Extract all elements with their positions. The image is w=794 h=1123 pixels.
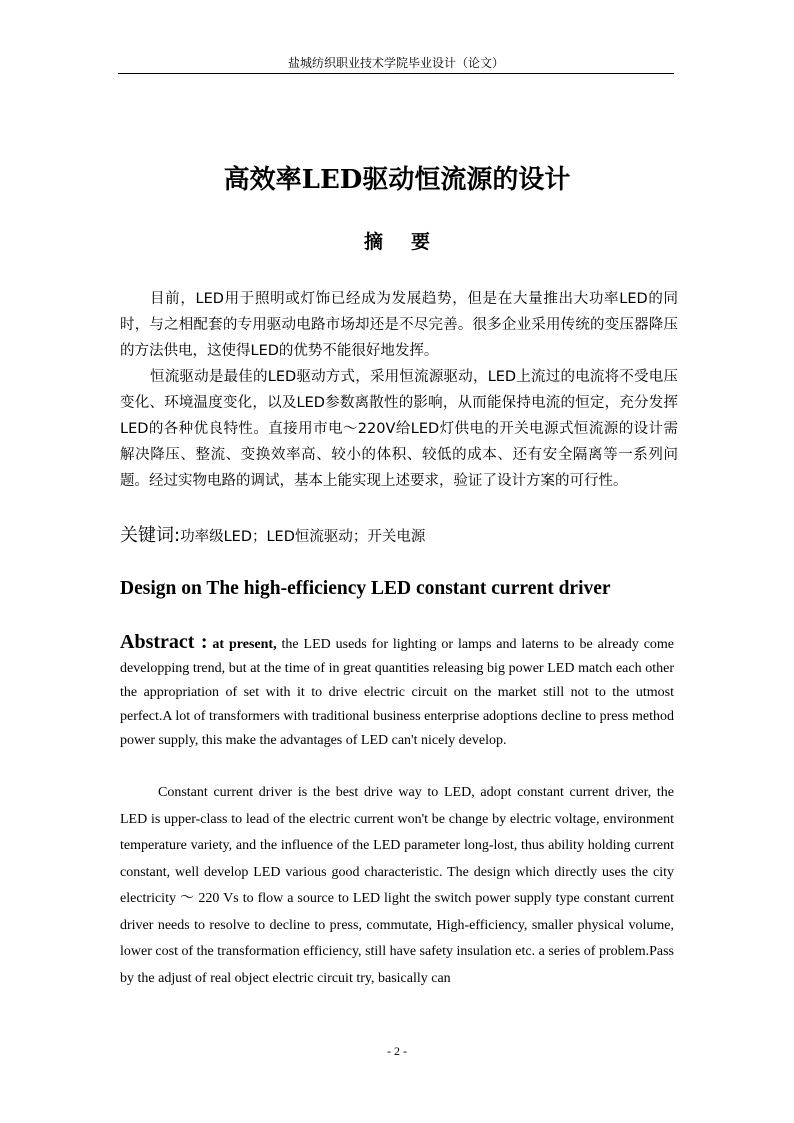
abstract-label: Abstract : [120,631,208,653]
english-title: Design on The high-efficiency LED constant current driver [120,578,611,599]
abstract-heading: 摘要 [363,231,458,253]
english-abstract-paragraph-1 [120,630,674,753]
keywords-label: 关键词: [120,525,181,546]
page-header: 盐城纺织职业技术学院毕业设计（论文） [287,56,504,70]
keywords-line [120,522,678,551]
thesis-title: 高效率LED驱动恒流源的设计 [223,165,571,195]
english-abstract-paragraph-2: Constant current driver is the best drive way to LED, adopt constant current driver, the LED is upper-class to lead of the electric current won't be change by electric voltage, environment temperature variety, and the influence of the LED parameter long-lost, thus ability holding current constant, well develop LED various good characteristic. The design which directly uses the city electricity ～ 220 Vs to flow a source to LED light the switch power supply type constant current driver needs to resolve to decline to press, commutate, High-efficiency, smaller physical volume, lower cost of the transformation efficiency, still have safety insulation etc. a series of problem.Pass by the adjust of real object electric circuit try, basically can [120,785,674,986]
keywords-text: 功率级LED；LED恒流驱动；开关电源 [180,529,426,545]
page-number: - 2 - [387,1044,407,1058]
abstract-paragraph-1-text: the LED useds for lighting or lamps and laterns to be already come developping trend, but at the time of in great quantities releasing big power LED match each other the appropriation of set with it to drive electric circuit on the market still not to the utmost perfect.A lot of transformers with traditional business enterprise adoptions decline to press method power supply, this make the advantages of LED can't nicely develop. [120,637,675,748]
header-divider [118,73,674,74]
abstract-lead: at present, [212,637,277,652]
chinese-abstract-paragraph-2: 恒流驱动是最佳的LED驱动方式，采用恒流源驱动，LED上流过的电流将不受电压变化、环境温度变化，以及LED参数离散性的影响，从而能保持电流的恒定，充分发挥LED的各种优良特性。直接用市电～220V给LED灯供电的开关电源式恒流源的设计需解决降压、整流、变换效率高、较小的体积、较低的成本、还有安全隔离等一系列问题。经过实物电路的调试，基本上能实现上述要求，验证了设计方案的可行性。 [120,369,678,489]
chinese-abstract-paragraph-1: 目前，LED用于照明或灯饰已经成为发展趋势，但是在大量推出大功率LED的同时，与之相配套的专用驱动电路市场却还是不尽完善。很多企业采用传统的变压器降压的方法供电，这使得LED的优势不能很好地发挥。 [120,291,678,359]
